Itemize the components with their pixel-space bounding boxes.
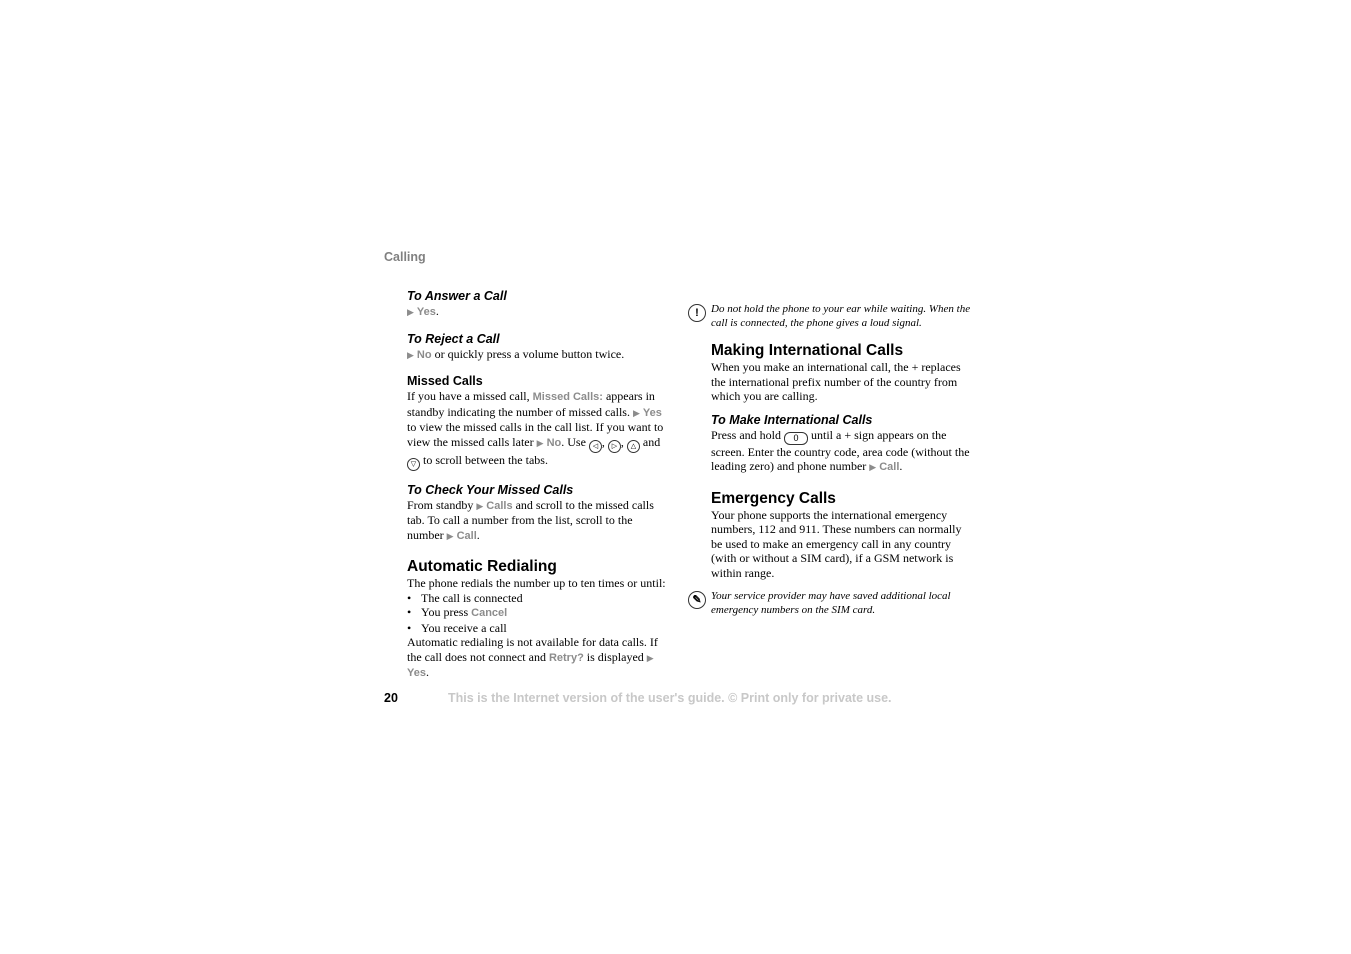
tip-icon: ✎ bbox=[688, 591, 706, 609]
arrow-icon: ▶ bbox=[632, 407, 640, 418]
warning-icon: ! bbox=[688, 304, 706, 322]
missed-calls-text: If you have a missed call, Missed Calls: appears in standby indicating the number of missed calls. ▶ Yes to view the missed calls in the call list. If you want to view the missed calls later ▶ No. Use ◁ , ▷ , △ and ▽ to scroll between the tabs. bbox=[407, 389, 669, 471]
auto-redial-note: Automatic redialing is not available for data calls. If the call does not connect and Retry? is displayed ▶ Yes. bbox=[407, 635, 658, 679]
tip-note: ✎ Your service provider may have saved additional local emergency numbers on the SIM card. bbox=[711, 589, 973, 617]
emergency-text: Your phone supports the international emergency numbers, 112 and 911. These numbers can normally be used to make an emergency call in any country (with or without a SIM card), if a GSM network is within range. bbox=[711, 507, 962, 580]
auto-redial-list bbox=[407, 591, 669, 636]
warning-note: ! Do not hold the phone to your ear while waiting. When the call is connected, the phone gives a loud signal. bbox=[711, 302, 973, 330]
right-column bbox=[692, 302, 973, 617]
nav-right-icon: ▷ bbox=[608, 440, 621, 453]
reject-call-text: ▶ No or quickly press a volume button twice. bbox=[407, 346, 625, 361]
nav-up-icon: △ bbox=[627, 440, 640, 453]
auto-redial-heading: Automatic Redialing bbox=[407, 558, 557, 575]
arrow-icon: ▶ bbox=[536, 437, 544, 448]
page-number: 20 bbox=[384, 691, 398, 705]
check-missed-heading: To Check Your Missed Calls bbox=[407, 482, 574, 497]
missed-calls-heading: Missed Calls bbox=[407, 374, 483, 388]
check-missed-text: From standby ▶ Calls and scroll to the missed calls tab. To call a number from the list, scroll to the number ▶ Call. bbox=[407, 497, 654, 542]
arrow-icon: ▶ bbox=[476, 500, 484, 511]
nav-left-icon: ◁ bbox=[589, 440, 602, 453]
section-title: Calling bbox=[384, 250, 426, 264]
left-column bbox=[407, 289, 669, 681]
arrow-icon: ▶ bbox=[869, 462, 877, 472]
arrow-icon: ▶ bbox=[646, 652, 654, 663]
footer-notice: This is the Internet version of the user's guide. © Print only for private use. bbox=[448, 691, 892, 705]
zero-key-icon: 0 bbox=[784, 432, 808, 445]
intl-calls-heading: Making International Calls bbox=[711, 342, 904, 359]
reject-call-heading: To Reject a Call bbox=[407, 331, 500, 346]
make-intl-heading: To Make International Calls bbox=[711, 412, 873, 427]
list-item: • The call is connected bbox=[407, 591, 669, 606]
list-item: • You press Cancel bbox=[407, 605, 669, 621]
arrow-icon: ▶ bbox=[407, 349, 414, 360]
emergency-heading: Emergency Calls bbox=[711, 489, 836, 507]
auto-redial-intro: The phone redials the number up to ten times or until: bbox=[407, 576, 666, 590]
nav-down-icon: ▽ bbox=[407, 458, 420, 471]
arrow-icon: ▶ bbox=[407, 307, 414, 317]
answer-call-text: ▶ Yes. bbox=[407, 304, 439, 318]
intl-calls-text: When you make an international call, the + replaces the international prefix number of the country from which you are calling. bbox=[711, 360, 961, 403]
list-item: • You receive a call bbox=[407, 621, 669, 636]
answer-call-heading: To Answer a Call bbox=[407, 289, 507, 303]
make-intl-text: Press and hold 0 until a + sign appears on the screen. Enter the country code, area code (without the leading zero) and phone number ▶ Call. bbox=[711, 427, 970, 473]
arrow-icon: ▶ bbox=[446, 530, 454, 541]
